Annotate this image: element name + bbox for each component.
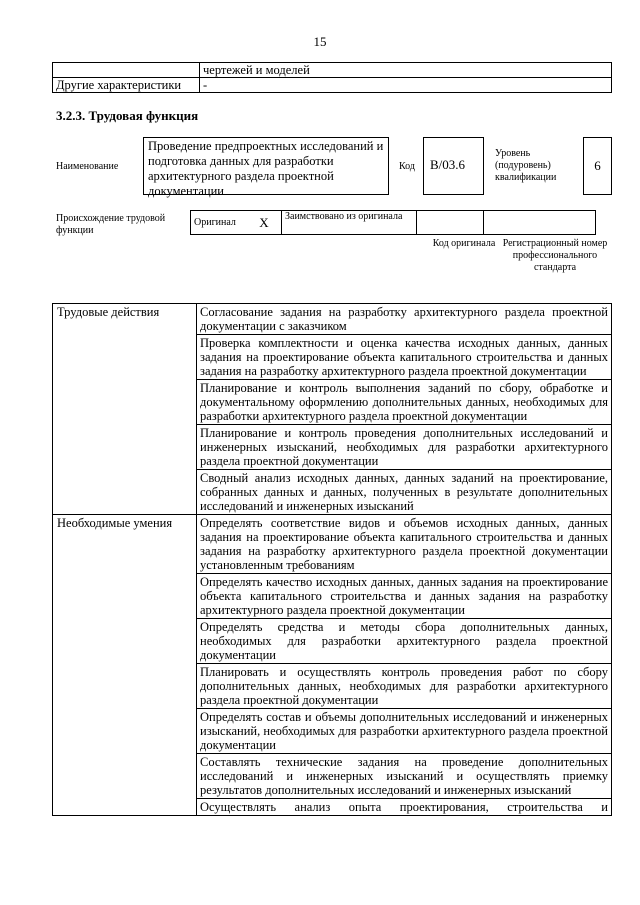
name-label: Наименование	[56, 161, 119, 172]
reg-number-label: Регистрационный номер профессионального стандарта	[502, 238, 608, 273]
skill-item: Составлять технические задания на проведение дополнительных исследований и инженерных изысканий и осуществлять приемку результатов дополнительных исследований и инженерных изысканий	[197, 754, 612, 799]
top-row-2-label: Другие характеристики	[53, 78, 200, 93]
table-row	[53, 63, 612, 78]
skill-item: Определять средства и методы сбора дополнительных данных, необходимых для разработки архитектурного раздела проектной документации	[197, 619, 612, 664]
skill-item: Осуществлять анализ опыта проектирования, строительства и	[197, 799, 612, 816]
code-original-cell	[417, 211, 484, 235]
top-row-2-value: -	[200, 78, 612, 93]
skill-item: Определять состав и объемы дополнительных исследований и инженерных изысканий, необходимых для разработки архитектурного раздела проектной документации	[197, 709, 612, 754]
group-header-actions: Трудовые действия	[53, 304, 197, 515]
action-item: Планирование и контроль выполнения заданий по сбору, обработке и документальному оформлению дополнительных данных, необходимых для разработки архитектурного раздела проектной документации	[197, 380, 612, 425]
page-number: 15	[313, 34, 327, 49]
action-item: Проверка комплектности и оценка качества исходных данных, данных задания на проектирование объекта капитального строительства и данных задания на разработку архитектурного раздела проектной документации	[197, 335, 612, 380]
original-label: Оригинал	[191, 211, 248, 235]
skill-item: Определять качество исходных данных, данных задания на проектирование объекта капитального строительства и данных задания на разработку архитектурного раздела проектной документации	[197, 574, 612, 619]
top-row-1-value: чертежей и моделей	[200, 63, 612, 78]
borrowed-label: Заимствовано из оригинала	[282, 211, 417, 235]
action-item: Согласование задания на разработку архитектурного раздела проектной документации с заказчиком	[197, 304, 612, 335]
function-code-box: В/03.6	[423, 137, 484, 195]
top-row-1-label	[53, 63, 200, 78]
table-row	[191, 211, 596, 235]
code-label: Код	[399, 161, 415, 172]
reg-number-cell	[484, 211, 596, 235]
action-item: Планирование и контроль проведения дополнительных исследований и инженерных изысканий, необходимых для разработки архитектурного раздела проектной документации	[197, 425, 612, 470]
section-title: 3.2.3. Трудовая функция	[56, 108, 199, 123]
action-item: Сводный анализ исходных данных, данных заданий на проектирование, собранных данных и данных, полученных в результате дополнительных исследований и инженерных изысканий	[197, 470, 612, 515]
table-row	[53, 304, 612, 335]
function-name-box: Проведение предпроектных исследований и подготовка данных для разработки архитектурного раздела проектной документации	[143, 137, 389, 195]
level-value-box: 6	[583, 137, 612, 195]
skill-item: Планировать и осуществлять контроль проведения работ по сбору дополнительных данных, необходимых для разработки архитектурного раздела проектной документации	[197, 664, 612, 709]
code-original-label: Код оригинала	[432, 238, 496, 249]
origin-label: Происхождение трудовой функции	[56, 213, 166, 236]
skill-item: Определять соответствие видов и объемов исходных данных, данных задания на проектирование объекта капитального строительства и данных задания на разработку архитектурного раздела проектной документации установленным требованиям	[197, 515, 612, 574]
origin-table	[190, 210, 596, 235]
top-table	[52, 62, 612, 93]
table-row	[53, 515, 612, 574]
original-mark: X	[247, 211, 282, 235]
main-table	[52, 303, 612, 816]
table-row	[53, 78, 612, 93]
group-header-skills: Необходимые умения	[53, 515, 197, 816]
level-label: Уровень (подуровень) квалификации	[495, 148, 557, 183]
